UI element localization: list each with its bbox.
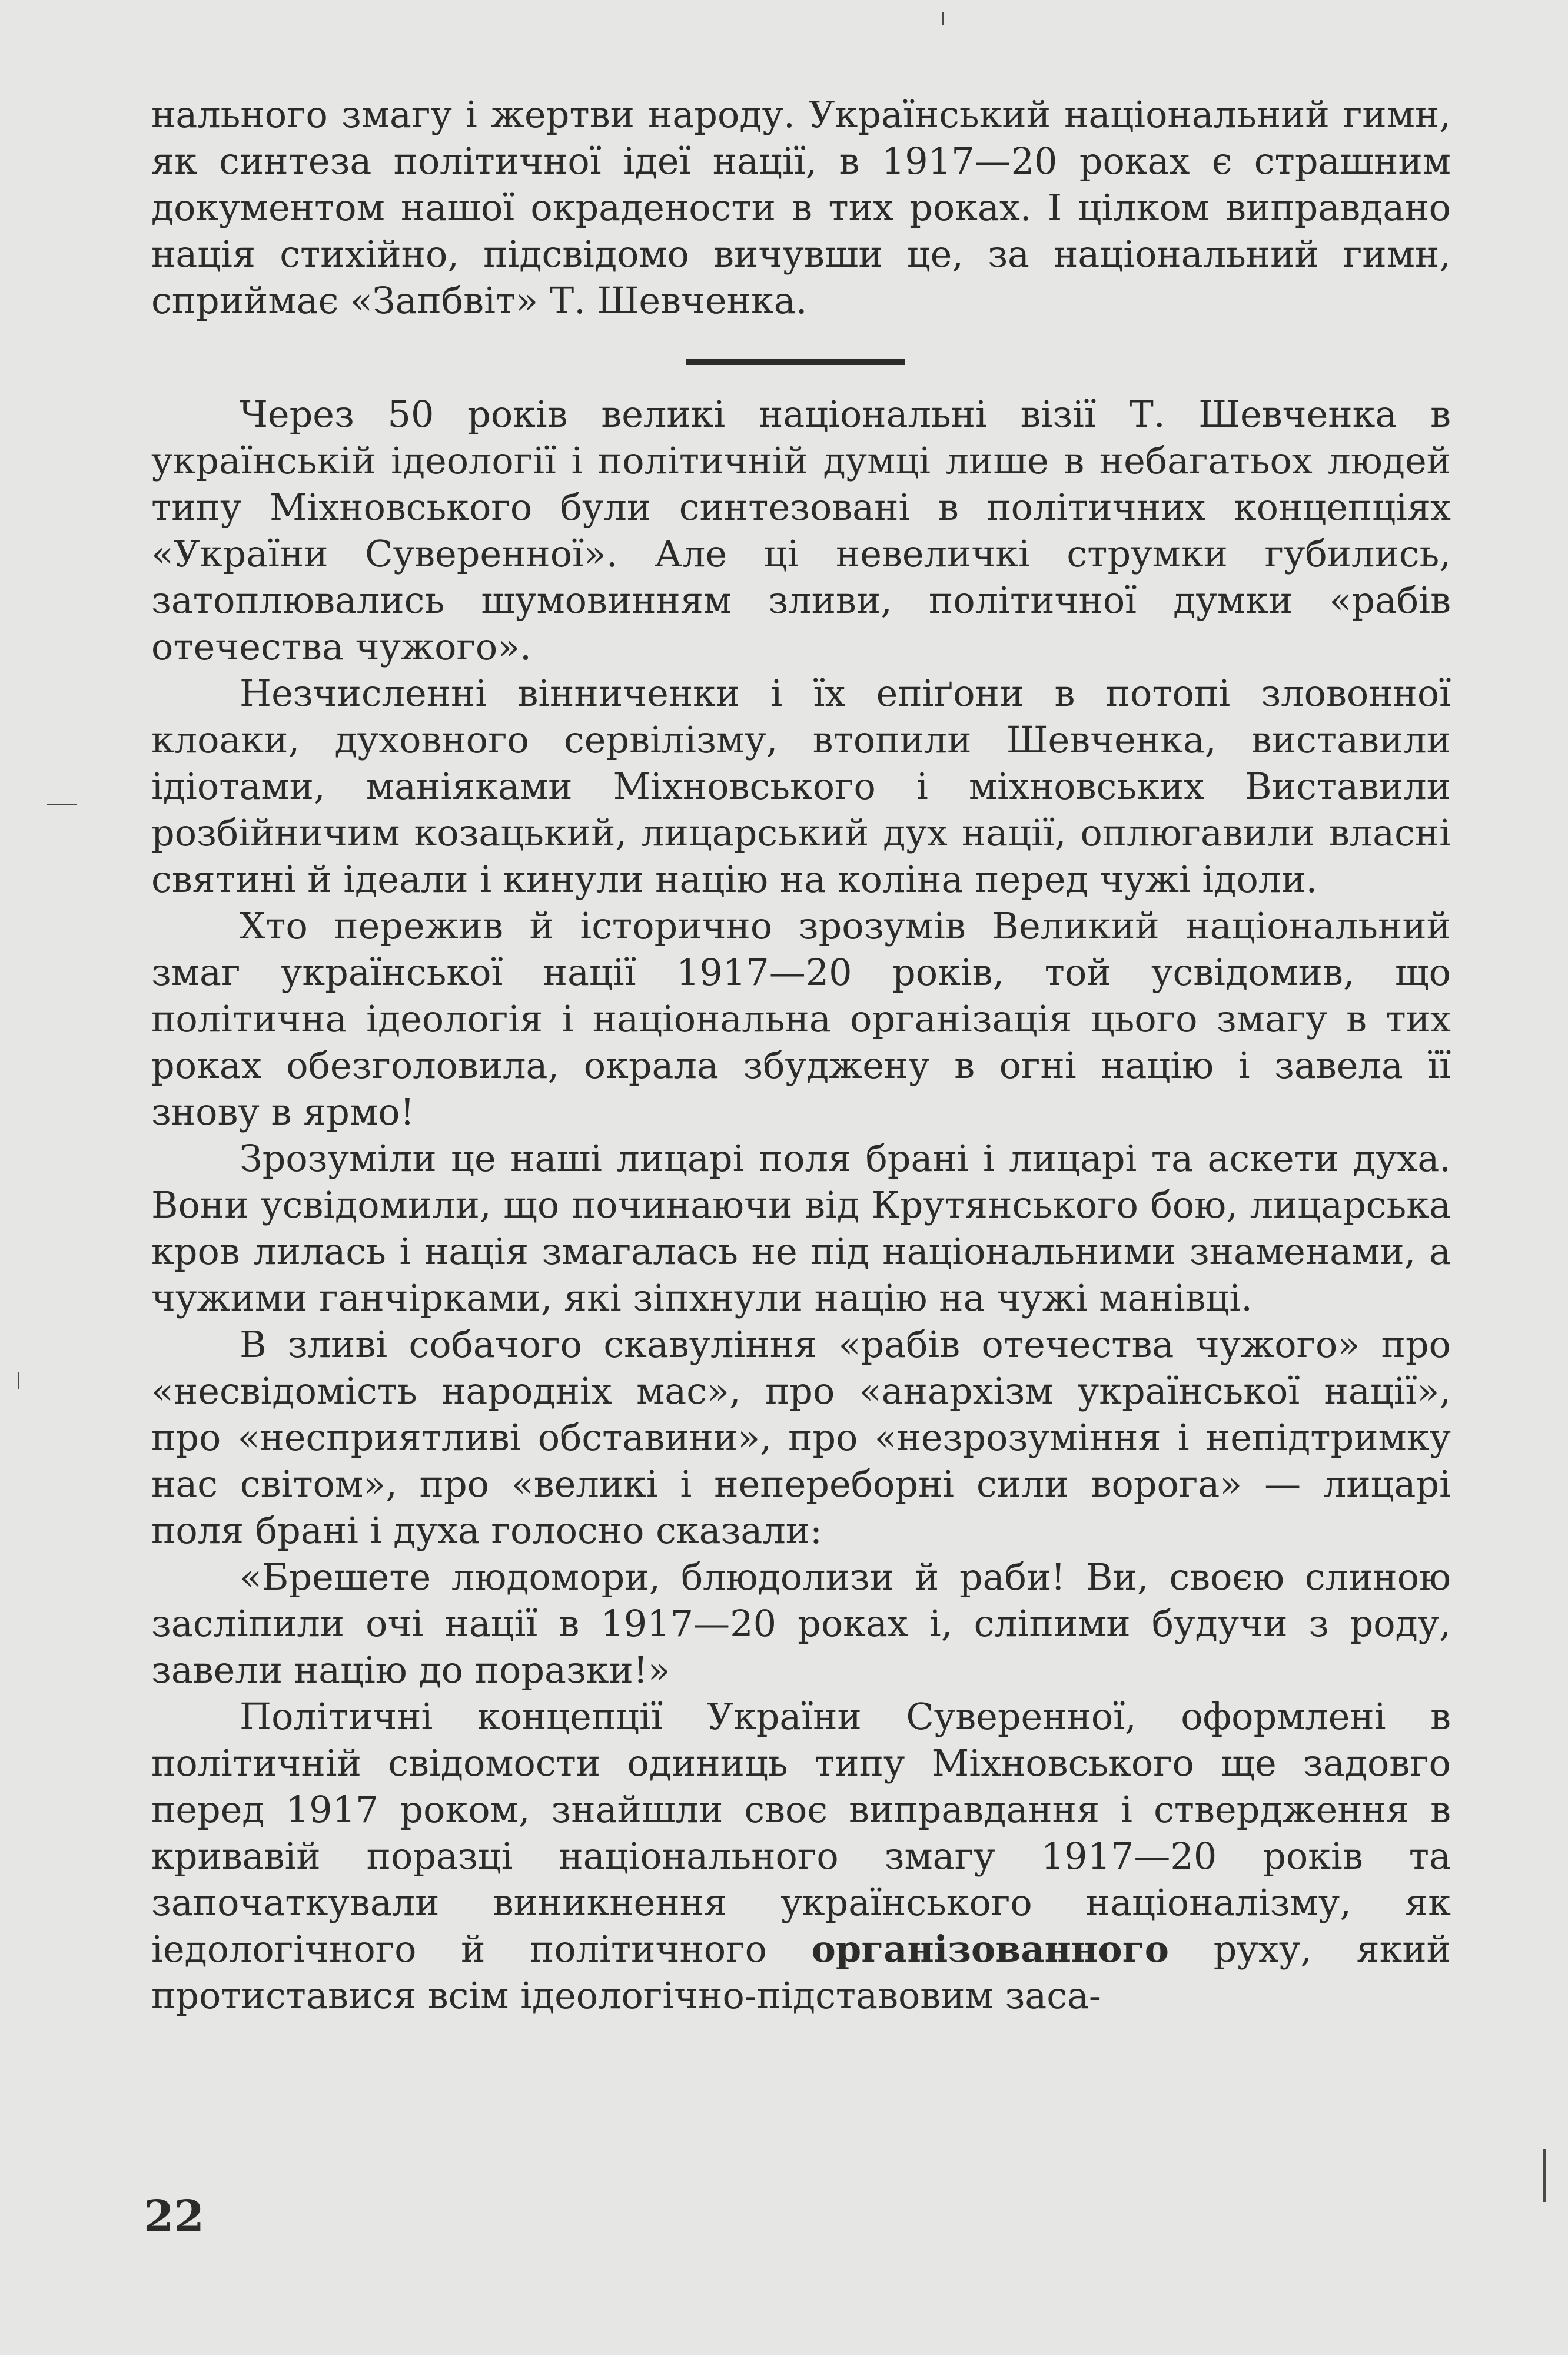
closing-paragraph: нального змагу і жертви народу. Український національний гимн, як синтеза політичної ідеї нації, в 1917—20 роках є страшним документом нашої окрадености в тих роках. І цілком виправдано нація стихійно, підсвідомо вичувши це, за національний гимн, сприймає «Запбвіт» Т. Шевченка. — [151, 93, 1451, 322]
paragraph-3: Хто пережив й історично зрозумів Великий національний змаг української нації 1917—20 років, той усвідомив, що політична ідеологія і національна організація цього змагу в тих роках обезголовила, окрала збуджену в огні націю і завела її знову в ярмо! — [151, 904, 1451, 1133]
paragraph-7-text-start: Політичні концепції України Суверенної, оформлені в політичній свідомости одиниць типу Міхновського ще задовго перед 1917 роком, знайшли своє виправдання і ствердження в кривавій поразці національного змагу 1917—20 років та започаткували виникнення українського націоналізму, як іедологічного й політичного — [151, 1695, 1451, 1971]
main-text-block — [151, 391, 1451, 2019]
page-number: 22 — [144, 2191, 204, 2242]
paper-speck — [47, 804, 77, 805]
paragraph-7-text-end: руху, який протиставися всім ідеологічно-підставовим заса- — [151, 1928, 1451, 2017]
quote-paragraph: «Брешете людомори, блюдолизи й раби! Ви, своєю слиною засліпили очі нації в 1917—20 роках і, сліпими будучи з роду, завели націю до поразки!» — [151, 1555, 1451, 1691]
paper-speck — [942, 12, 944, 25]
bold-term: організованного — [811, 1928, 1169, 1971]
paragraph-4: Зрозуміли це наші лицарі поля брані і лицарі та аскети духа. Вони усвідомили, що починаючи від Крутянського бою, лицарська кров лилась і нація змагалась не під національними знаменами, а чужими ганчірками, які зіпхнули націю на чужі манівці. — [151, 1137, 1451, 1319]
paragraph-7 — [151, 1693, 1451, 2019]
paper-speck — [18, 1372, 19, 1389]
paragraph-1: Через 50 років великі національні візії Т. Шевченка в українській ідеології і політичній думці лише в небагатьох людей типу Міхновського були синтезовані в політичних концепціях «України Суверенної». Але ці невеличкі струмки губились, затоплювались шумовинням зливи, політичної думки «рабів отечества чужого». — [151, 393, 1451, 668]
top-text-block — [151, 91, 1451, 324]
paper-speck — [1543, 2149, 1546, 2202]
section-divider — [686, 359, 905, 365]
paragraph-2: Незчисленні вінниченки і їх епіґони в потопі зловонної клоаки, духовного сервілізму, втопили Шевченка, виставили ідіотами, маніяками Міхновського і міхновських Виставили розбійничим козацький, лицарський дух нації, оплюгавили власні святині й ідеали і кинули націю на коліна перед чужі ідоли. — [151, 672, 1451, 901]
paragraph-5: В зливі собачого скавуління «рабів отечества чужого» про «несвідомість народніх мас», про «анархізм української нації», про «несприятливі обставини», про «незрозуміння і непідтримку нас світом», про «великі і непереборні сили ворога» — лицарі поля брані і духа голосно сказали: — [151, 1323, 1451, 1552]
